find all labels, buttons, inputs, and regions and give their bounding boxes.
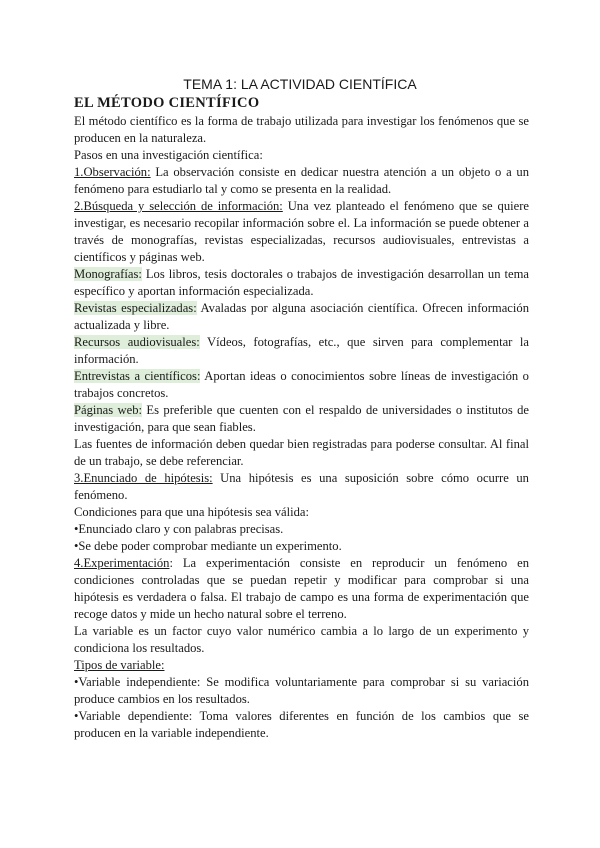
step4-paragraph [74, 555, 529, 623]
variable-definition: La variable es un factor cuyo valor numérico cambia a lo largo de un experimento y condiciona los resultados. [74, 624, 529, 655]
intro-paragraph: El método científico es la forma de trabajo utilizada para investigar los fenómenos que se producen en la naturaleza. [74, 114, 529, 145]
step4-label: 4.Experimentación [74, 556, 170, 570]
document-body [74, 113, 529, 742]
paginas-web-text: Es preferible que cuenten con el respaldo de universidades o institutos de investigación, para que sean fiables. [74, 403, 529, 434]
condition-item: •Enunciado claro y con palabras precisas. [74, 522, 284, 536]
paginas-web-label: Páginas web: [74, 403, 143, 417]
variable-types-paragraph [74, 657, 529, 674]
step2-label: 2.Búsqueda y selección de información: [74, 199, 283, 213]
condition-item: •Se debe poder comprobar mediante un experimento. [74, 539, 342, 553]
revistas-text: Avaladas por alguna asociación científica. Ofrecen información actualizada y libre. [74, 301, 529, 332]
step2-text: Una vez planteado el fenómeno que se quiere investigar, es necesario recopilar información sobre el. La información se puede obtener a través de monografías, revistas especializadas, recursos audiovisuales, entrevistas a científicos y páginas web. [74, 199, 529, 264]
sources-note: Las fuentes de información deben quedar bien registradas para poderse consultar. Al final de un trabajo, se debe referenciar. [74, 437, 529, 468]
step1-label: 1.Observación: [74, 165, 151, 179]
recursos-text: Vídeos, fotografías, etc., que sirven para complementar la información. [74, 335, 529, 366]
variable-types-label: Tipos de variable: [74, 658, 165, 672]
variable-independent: •Variable independiente: Se modifica voluntariamente para comprobar si su variación produce cambios en los resultados. [74, 675, 529, 706]
section-heading: EL MÉTODO CIENTÍFICO [74, 95, 260, 111]
page-title: TEMA 1: LA ACTIVIDAD CIENTÍFICA [183, 76, 417, 92]
revistas-label: Revistas especializadas: [74, 301, 197, 315]
step4-text: : La experimentación consiste en reproducir un fenómeno en condiciones controladas que se puedan repetir y modificar para comprobar si una hipótesis es verdadera o falsa. El trabajo de campo es una forma de experimentación que recoge datos y mide un hecho natural sobre el terreno. [74, 556, 529, 621]
variable-dependent: •Variable dependiente: Toma valores diferentes en función de los cambios que se producen en la variable independiente. [74, 709, 529, 740]
conditions-intro: Condiciones para que una hipótesis sea válida: [74, 505, 310, 519]
entrevistas-text: Aportan ideas o conocimientos sobre líneas de investigación o trabajos concretos. [74, 369, 529, 400]
step1-paragraph [74, 164, 529, 198]
monografias-label: Monografías: [74, 267, 142, 281]
monografias-text: Los libros, tesis doctorales o trabajos de investigación desarrollan un tema específico y aportan información especializada. [74, 267, 529, 298]
monografias-paragraph [74, 266, 529, 300]
step2-paragraph [74, 198, 529, 266]
step3-text: Una hipótesis es una suposición sobre cómo ocurre un fenómeno. [74, 471, 529, 502]
recursos-paragraph [74, 334, 529, 368]
steps-intro: Pasos en una investigación científica: [74, 148, 263, 162]
entrevistas-paragraph [74, 368, 529, 402]
step3-paragraph [74, 470, 529, 504]
step3-label: 3.Enunciado de hipótesis: [74, 471, 213, 485]
recursos-label: Recursos audiovisuales: [74, 335, 200, 349]
step1-text: La observación consiste en dedicar nuestra atención a un objeto o a un fenómeno para estudiarlo tal y como se presenta en la realidad. [74, 165, 529, 196]
revistas-paragraph [74, 300, 529, 334]
paginas-web-paragraph [74, 402, 529, 436]
entrevistas-label: Entrevistas a científicos: [74, 369, 201, 383]
